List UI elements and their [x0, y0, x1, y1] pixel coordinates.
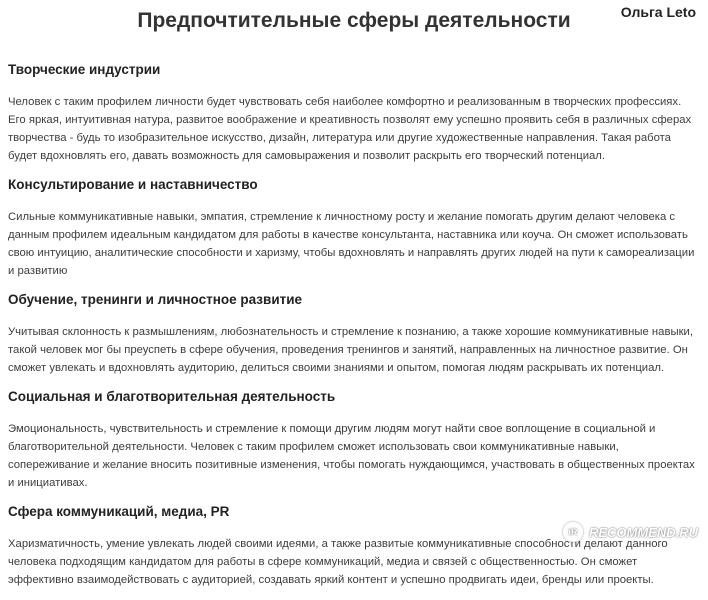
site-watermark	[563, 522, 698, 542]
recommend-logo-icon: iR	[563, 522, 583, 542]
section-communications-media	[8, 503, 700, 589]
author-name[interactable]: Ольга Leto	[620, 4, 696, 20]
document-body	[8, 60, 700, 600]
section-text: Человек с таким профилем личности будет чувствовать себя наиболее комфортно и реализованным в творческих профессиях. Его яркая, интуитивная натура, развитое воображение и креативность позволят ему успешно проявить себя в различных сферах творчества - будь то изобразительное искусство, дизайн, литература или другие художественные направления. Такая работа будет вдохновлять его, давать возможность для самовыражения и позволит раскрыть его творческий потенциал.	[8, 96, 692, 162]
section-text: Сильные коммуникативные навыки, эмпатия, стремление к личностному росту и желание помогать другим делают человека с данным профилем идеальным кандидатом для работы в качестве консультанта, наставника или коуча. Он сможет использовать свою интуицию, аналитические способности и харизму, чтобы вдохновлять и направлять других людей на пути к самореализации и развитию	[8, 211, 695, 277]
section-text: Учитывая склонность к размышлениям, любознательность и стремление к познанию, а также хорошие коммуникативные навыки, такой человек мог бы преуспеть в сфере обучения, проведения тренингов и занятий, направленных на личностное развитие. Он сможет увлекать и вдохновлять аудиторию, делиться своими знаниями и опытом, помогая людям раскрывать их потенциал.	[8, 326, 693, 374]
section-consulting	[8, 176, 700, 280]
page-title: Предпочтительные сферы деятельности	[137, 9, 571, 32]
section-heading: Сфера коммуникаций, медиа, PR	[8, 504, 230, 519]
section-social-charity	[8, 388, 700, 492]
section-heading: Социальная и благотворительная деятельность	[8, 389, 336, 404]
section-text: Эмоциональность, чувствительность и стремление к помощи другим людям могут найти свое воплощение в социальной и благотворительной деятельности. Человек с таким профилем сможет использовать свои коммуникативные навыки, сопереживание и желание вносить позитивные изменения, чтобы помогать нуждающимся, участвовать в общественных проектах и инициативах.	[8, 423, 695, 489]
section-heading: Творческие индустрии	[8, 62, 161, 77]
section-education	[8, 291, 700, 377]
section-text: Харизматичность, умение увлекать людей своими идеями, а также развитые коммуникативные способности делают данного человека подходящим кандидатом для работы в сфере коммуникаций, медиа и связей с общественностью. Он сможет эффективно взаимодействовать с аудиторией, создавать яркий контент и успешно продвигать идеи, бренды или проекты.	[8, 538, 668, 586]
section-heading: Консультирование и наставничество	[8, 177, 258, 192]
section-heading: Обучение, тренинги и личностное развитие	[8, 292, 303, 307]
section-creative-industries	[8, 61, 700, 165]
watermark-text: RECOMMEND.RU	[588, 524, 698, 540]
